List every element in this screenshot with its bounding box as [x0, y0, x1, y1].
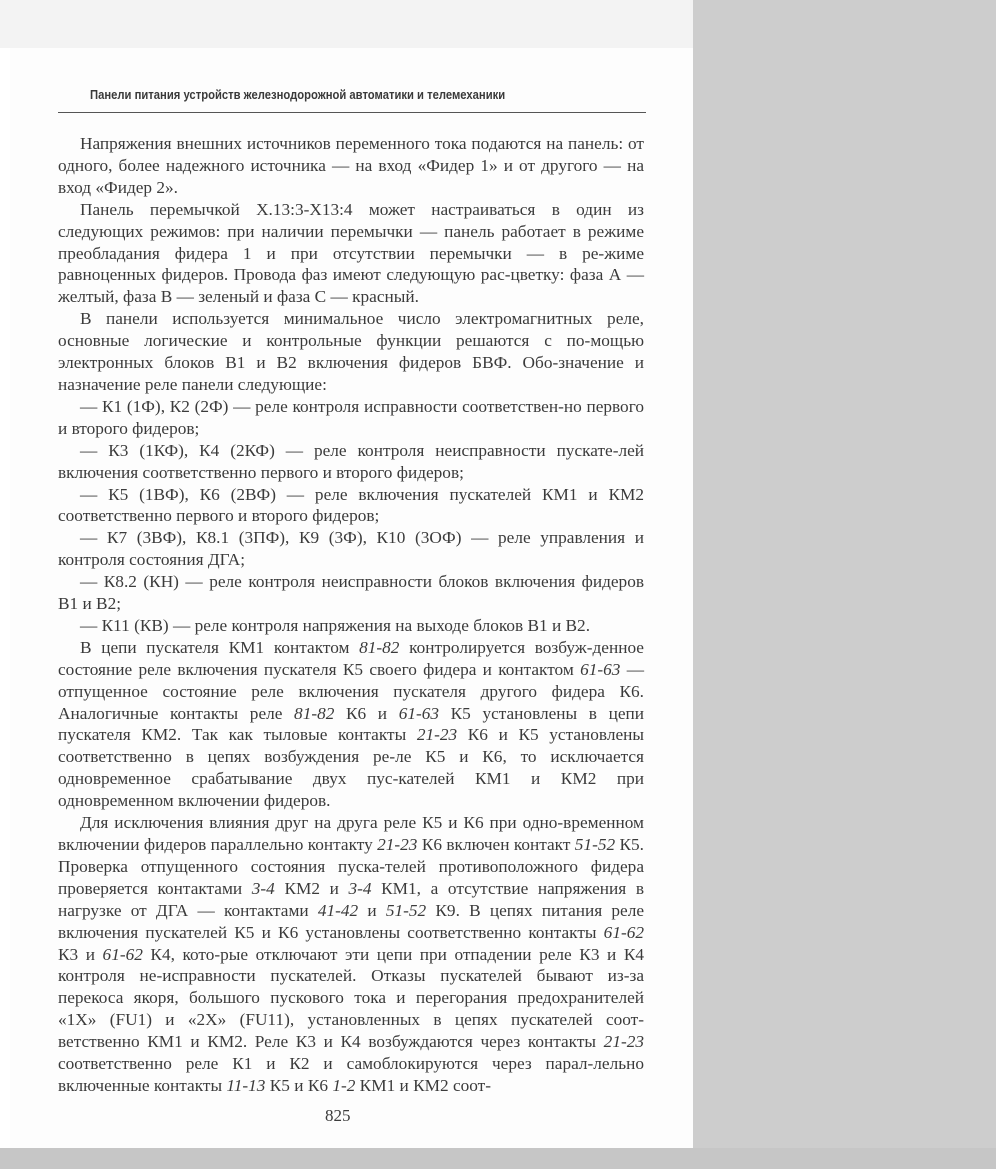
paragraph: Напряжения внешних источников переменного тока подаются на панель: от одного, более надежного источника — на вход «Фидер 1» и от другого — на вход «Фидер 2».	[58, 134, 644, 197]
scan-margin-bottom	[0, 1148, 996, 1169]
list-item: — К1 (1Ф), К2 (2Ф) — реле контроля исправности соответствен-но первого и второго фидеров;	[58, 396, 644, 438]
list-item: — К7 (3ВФ), К8.1 (3ПФ), К9 (3Ф), К10 (3ОФ) — реле управления и контроля состояния ДГА;	[58, 528, 644, 570]
list-item: — К11 (КВ) — реле контроля напряжения на выходе блоков В1 и В2.	[80, 615, 591, 635]
list-item: — К3 (1КФ), К4 (2КФ) — реле контроля неисправности пускате-лей включения соответственно первого и второго фидеров;	[58, 440, 644, 482]
body-text	[58, 133, 644, 1097]
paragraph: В цепи пускателя КМ1 контактом 81-82 контролируется возбуж-денное состояние реле включения пускателя К5 своего фидера и контактом 61-63 — отпущенное состояние реле включения пускателя другого фидера К6. Аналогичные контакты реле 81-82 К6 и 61-63 К5 установлены в цепи пускателя КМ2. Так как тыловые контакты 21-23 К6 и К5 установлены соответственно в цепях возбуждения ре-ле К5 и К6, то исключается одновременное срабатывание двух пус-кателей КМ1 и КМ2 при одновременном включении фидеров.	[58, 637, 644, 811]
list-item: — К5 (1ВФ), К6 (2ВФ) — реле включения пускателей КМ1 и КМ2 соответственно первого и второго фидеров;	[58, 484, 644, 526]
running-header: Панели питания устройств железнодорожной автоматики и телемеханики	[90, 88, 506, 102]
list-item: — К8.2 (КН) — реле контроля неисправности блоков включения фидеров В1 и В2;	[58, 572, 644, 614]
page-number: 825	[325, 1106, 351, 1125]
paragraph: В панели используется минимальное число электромагнитных реле, основные логические и контрольные функции решаются с по-мощью электронных блоков В1 и В2 включения фидеров БВФ. Обо-значение и назначение реле панели следующие:	[58, 309, 644, 394]
header-rule	[58, 112, 646, 113]
scan-margin-right	[693, 0, 996, 1169]
paragraph: Панель перемычкой Х.13:3-Х13:4 может настраиваться в один из следующих режимов: при наличии перемычки — панель работает в режиме преобладания фидера 1 и при отсутствии перемычки — в ре-жиме равноценных фидеров. Провода фаз имеют следующую рас-цветку: фаза А — желтый, фаза В — зеленый и фаза С — красный.	[58, 199, 644, 307]
paragraph: Для исключения влияния друг на друга реле К5 и К6 при одно-временном включении фидеров параллельно контакту 21-23 К6 включен контакт 51-52 К5. Проверка отпущенного состояния пуска-телей противоположного фидера проверяется контактами 3-4 КМ2 и 3-4 КМ1, а отсутствие напряжения в нагрузке от ДГА — контактами 41-42 и 51-52 К9. В цепях питания реле включения пускателей К5 и К6 установлены соответственно контакты 61-62 К3 и 61-62 К4, кото-рые отключают эти цепи при отпадении реле К3 и К4 контроля не-исправности пускателей. Отказы пускателей бывают из-за перекоса якоря, большого пускового тока и перегорания предохранителей «1Х» (FU1) и «2Х» (FU11), установленных в цепях пускателей соот-ветственно КМ1 и КМ2. Реле К3 и К4 возбуждаются через контакты 21-23 соответственно реле К1 и К2 и самоблокируются через парал-лельно включенные контакты 11-13 К5 и К6 1-2 КМ1 и КМ2 соот-	[58, 813, 645, 1095]
